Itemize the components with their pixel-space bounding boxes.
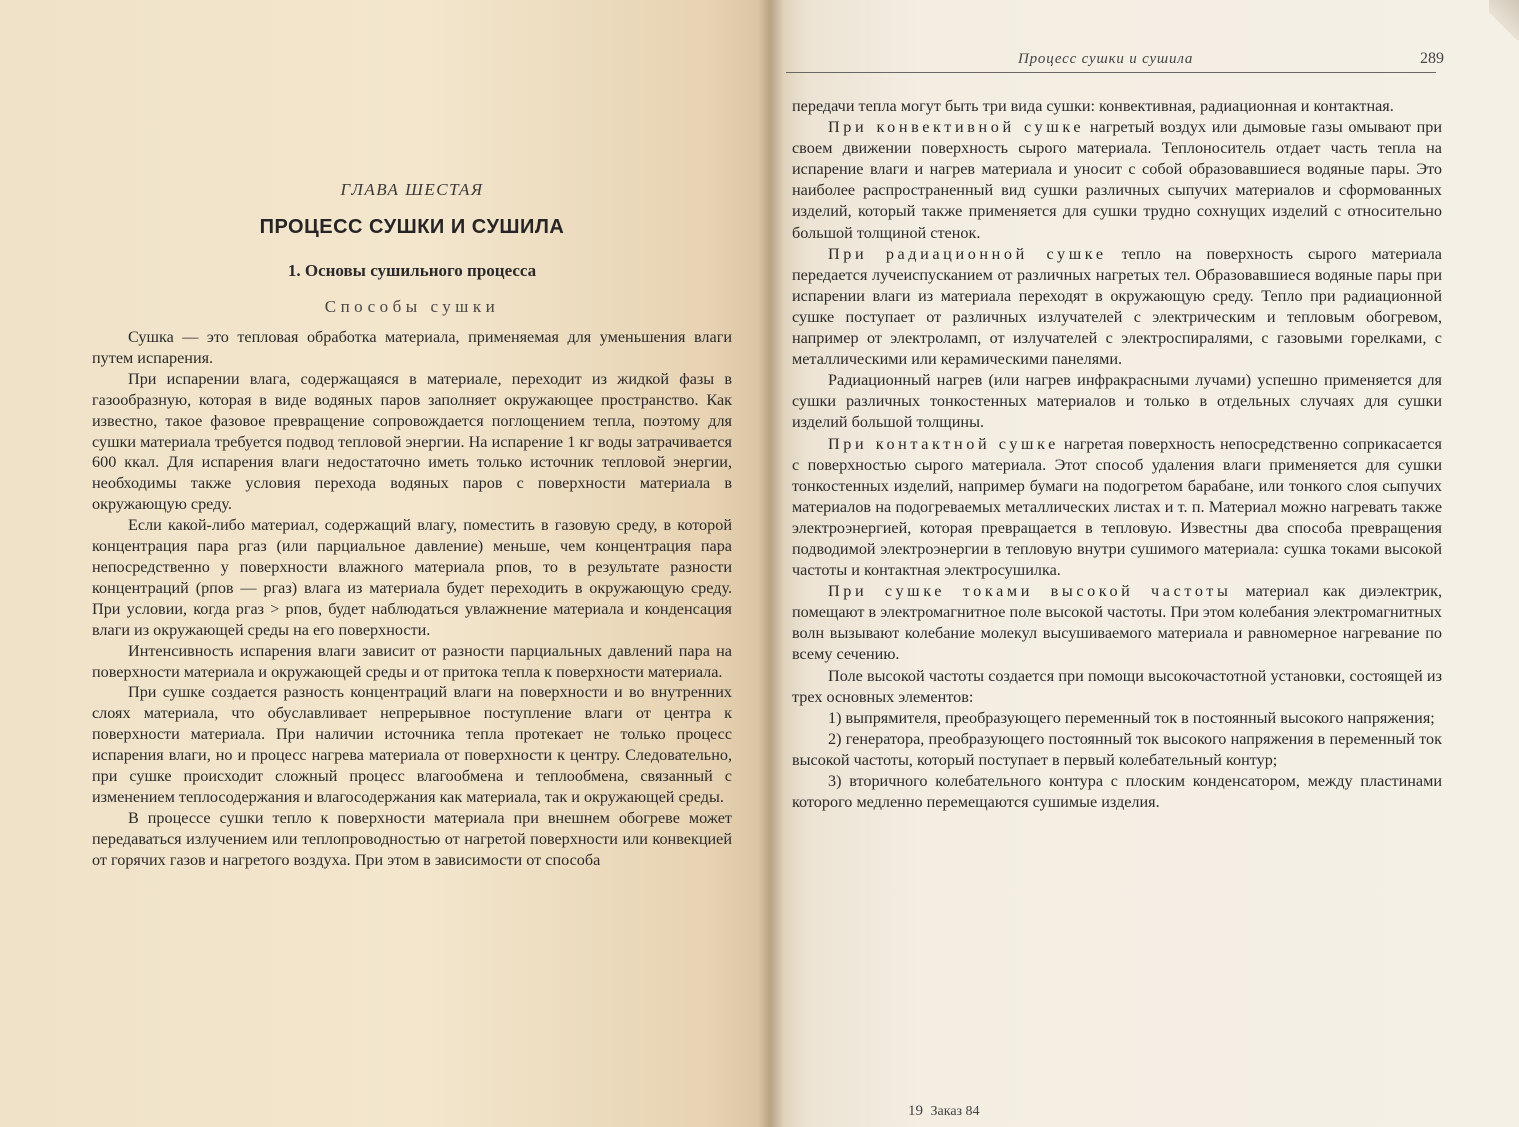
section-title: 1. Основы сушильного процесса (287, 261, 537, 280)
right-page-content (792, 96, 1442, 813)
spaced-term: При радиационной сушке (828, 244, 1107, 263)
subsection-title: Способы сушки (324, 297, 500, 316)
paragraph: Поле высокой частоты создается при помощи высокочастотной установки, состоящей из трех основных элементов: (792, 666, 1442, 706)
paragraph: В процессе сушки тепло к поверхности материала при внешнем обогреве может передаваться излучением или теплопроводностью от нагретой поверхности или конвекцией от горячих газов и нагретого воздуха. При этом в зависимости от способа (92, 808, 732, 869)
spaced-term: При сушке токами высокой частоты (828, 582, 1232, 601)
right-page (770, 0, 1519, 1127)
spaced-term: При контактной сушке (828, 434, 1059, 453)
paragraph: При сушке токами высокой частоты материал как диэлектрик, помещают в электромагнитное поле высокой частоты. При этом колебания электромагнитных волн вызывают колебание молекул высушиваемого материала и равномерное нагревание по всему сечению. (792, 582, 1442, 664)
paragraph: При конвективной сушке нагретый воздух или дымовые газы омывают при своем движении поверхность сырого материала. Теплоноситель отдает часть тепла на испарение влаги и нагрев материала и уносит с собой образовавшиеся водяные пары. Это наиболее распространенный вид сушки различных сыпучих материалов и сформованных изделий, который также применяется для сушки трудно сохнущих изделий с относительно большой толщиной стенок. (792, 118, 1442, 242)
list-item: 1) выпрямителя, преобразующего переменный ток в постоянный высокого напряжения; (828, 708, 1435, 727)
running-title: Процесс сушки и сушила (1018, 51, 1194, 67)
page-number: 289 (1420, 50, 1444, 67)
spaced-term: При конвективной сушке (828, 118, 1085, 137)
paragraph: Интенсивность испарения влаги зависит от разности парциальных давлений пара на поверхности материала и окружающей среды и от притока тепла к поверхности материала. (92, 641, 732, 681)
paragraph: Сушка — это тепловая обработка материала, применяемая для уменьшения влаги путем испарения. (92, 328, 732, 367)
paragraph: Радиационный нагрев (или нагрев инфракрасными лучами) успешно применяется для сушки различных тонкостенных материалов и только в отдельных случаях для сушки изделий большой толщины. (792, 371, 1442, 432)
paragraph: При испарении влага, содержащаяся в материале, переходит из жидкой фазы в газообразную, которая в виде водяных паров заполняет окружающее пространство. Как известно, такое фазовое превращение сопровождается поглощением тепла, поэтому для сушки материала требуется подвод тепловой энергии. На испарение 1 кг воды затрачивается 600 ккал. Для испарения влаги недостаточно иметь только источник тепловой энергии, необходимы также условия перехода водяных паров с поверхности материала в окружающую среду. (92, 369, 732, 514)
paragraph: При сушке создается разность концентраций влаги на поверхности и во внутренних слоях материала, что обуславливает непрерывное поступление влаги от центра к поверхности материала. При наличии источника тепла протекает не только процесс испарения влаги, но и процесс нагрева материала от поверхности к центру. Следовательно, при сушке происходит сложный процесс влагообмена и теплообмена, связанный с изменением теплосодержания и влагосодержания как материала, так и окружающей среды. (92, 683, 732, 806)
paragraph: При радиационной сушке тепло на поверхность сырого материала передается лучеиспусканием от различных нагретых тел. Образовавшиеся водяные пары при испарении влаги из материала переходят в окружающую среду. Тепло при радиационной сушке поступает от различных излучателей с электрическим и тепловым обогревом, например от электроламп, от излучателей с электроспиралями, с газовыми горелками, с металлическими или керамическими панелями. (792, 244, 1442, 369)
printer-signature (908, 1103, 980, 1120)
chapter-title: ПРОЦЕСС СУШКИ И СУШИЛА (259, 216, 565, 238)
paragraph: При контактной сушке нагретая поверхность непосредственно соприкасается с поверхностью сырого материала. Этот способ удаления влаги применяется для сушки тонкостенных изделий, например бумаги на подогретом барабане, или тонкого слоя сыпучих материалов на подогреваемых металлических листах и т. п. Материал можно нагревать также электроэнергией, которая превращается в тепловую. Известны два способа превращения подводимой электроэнергии в тепловую внутри сушимого материала: сушка токами высокой частоты и контактная электросушилка. (792, 434, 1442, 580)
chapter-label: ГЛАВА ШЕСТАЯ (340, 180, 484, 199)
signature-number: 19 (908, 1103, 923, 1119)
running-header (786, 50, 1444, 73)
signature-order: Заказ 84 (930, 1104, 980, 1119)
page-corner-fold (1489, 0, 1519, 40)
left-page-content (92, 180, 732, 871)
paragraph: Если какой-либо материал, содержащий влагу, поместить в газовую среду, в которой концентрация пара pгаз (или парциальное давление) меньше, чем концентрация пара непосредственно у поверхности влажного материала pпов, то в результате разности концентраций (pпов — pгаз) влага из материала будет переходить в окружающую среду. При условии, когда pгаз > pпов, будет наблюдаться увлажнение материала и конденсация влаги из окружающей среды на его поверхности. (92, 516, 732, 639)
book-gutter (758, 0, 784, 1127)
list-item: 3) вторичного колебательного контура с плоским конденсатором, между пластинами которого медленно перемещаются сушимые изделия. (792, 772, 1442, 812)
left-body-text (92, 327, 732, 871)
paragraph: передачи тепла могут быть три вида сушки: конвективная, радиационная и контактная. (792, 97, 1394, 115)
list-item: 2) генератора, преобразующего постоянный ток высокого напряжения в переменный ток высокой частоты, который поступает в первый колебательный контур; (792, 729, 1442, 769)
